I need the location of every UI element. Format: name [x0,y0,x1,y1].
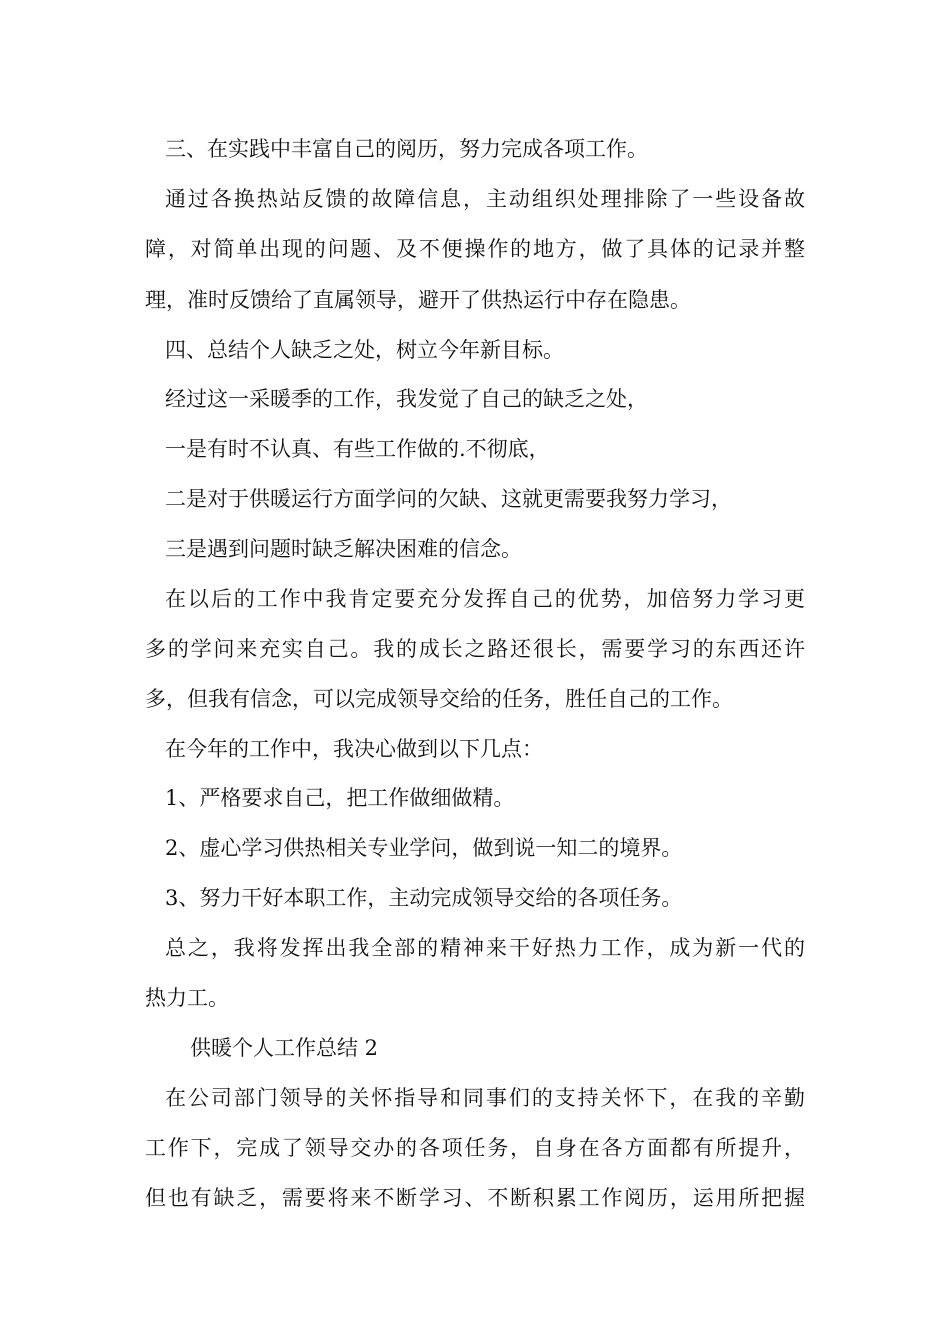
text-line: 二是对于供暖运行方面学问的欠缺、这就更需要我努力学习， [165,487,732,511]
text-line: 三是遇到问题时缺乏解决困难的信念。 [165,537,522,561]
text-line: 工作下，完成了领导交办的各项任务，自身在各方面都有所提升， [145,1136,805,1160]
text-line: 热力工。 [145,986,229,1010]
text-line: 经过这一采暖季的工作，我发觉了自己的缺乏之处， [165,387,648,411]
text-line: 四、总结个人缺乏之处，树立今年新目标。 [165,338,564,362]
text-line: 障，对简单出现的问题、及不便操作的地方，做了具体的记录并整 [145,237,805,261]
text-line: 多的学问来充实自己。我的成长之路还很长，需要学习的东西还许 [145,637,805,661]
text-line: 但也有缺乏，需要将来不断学习、不断积累工作阅历，运用所把握 [145,1186,805,1210]
text-line: 通过各换热站反馈的故障信息，主动组织处理排除了一些设备故 [165,187,805,211]
section-title: 供暖个人工作总结 2 [190,1036,379,1060]
text-line: 理，准时反馈给了直属领导，避开了供热运行中存在隐患。 [145,288,691,312]
list-item: 3、努力干好本职工作，主动完成领导交给的各项任务。 [165,886,683,910]
text-line: 在今年的工作中，我决心做到以下几点： [165,737,543,761]
text-line: 多，但我有信念，可以完成领导交给的任务，胜任自己的工作。 [145,687,733,711]
text-line: 在以后的工作中我肯定要充分发挥自己的优势，加倍努力学习更 [165,587,805,611]
list-item: 1、严格要求自己，把工作做细做精。 [165,786,515,810]
list-item: 2、虚心学习供热相关专业学问，做到说一知二的境界。 [165,836,683,860]
text-line: 在公司部门领导的关怀指导和同事们的支持关怀下，在我的辛勤 [165,1086,805,1110]
text-line: 三、在实践中丰富自己的阅历，努力完成各项工作。 [165,137,648,161]
text-line: 总之，我将发挥出我全部的精神来干好热力工作，成为新一代的 [165,936,805,960]
text-line: 一是有时不认真、有些工作做的.不彻底， [165,437,550,461]
